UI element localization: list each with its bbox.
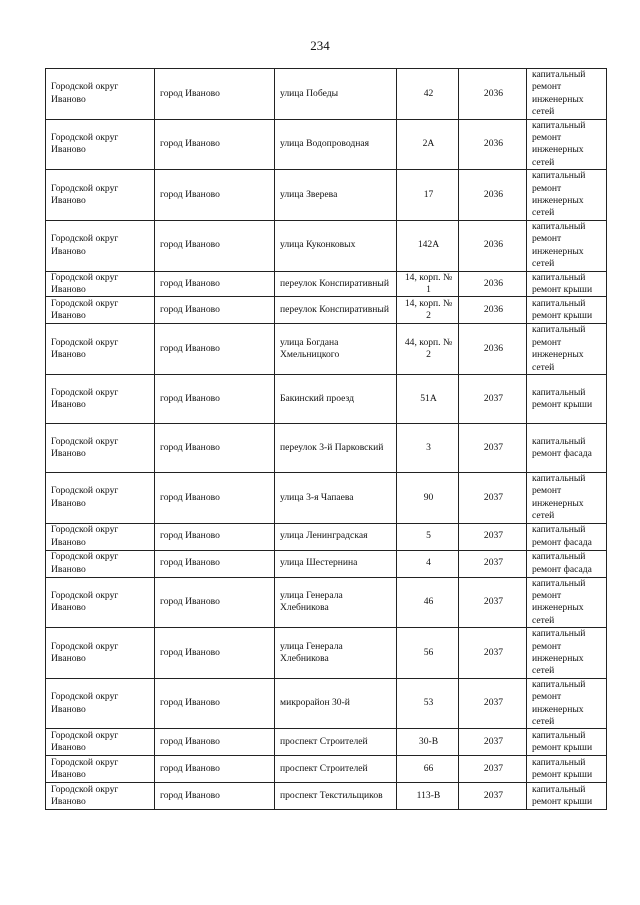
work-type-cell: капитальный ремонт инженерных сетей [527,628,607,679]
work-type-cell: капитальный ремонт крыши [527,729,607,756]
table-row [46,756,607,783]
work-type-cell: капитальный ремонт крыши [527,374,607,423]
street-cell: проспект Текстильщиков [275,783,397,810]
table-row [46,472,607,523]
district-cell: Городской округ Иваново [46,729,155,756]
year-cell: 2036 [459,170,527,221]
city-cell: город Иваново [155,271,275,297]
street-cell: улица Куконковых [275,220,397,271]
street-cell: улица Победы [275,69,397,120]
work-type-cell: капитальный ремонт инженерных сетей [527,69,607,120]
table-row [46,783,607,810]
street-cell: улица Водопроводная [275,119,397,170]
city-cell: город Иваново [155,678,275,729]
district-cell: Городской округ Иваново [46,170,155,221]
house-cell: 90 [397,472,459,523]
house-cell: 46 [397,577,459,628]
district-cell: Городской округ Иваново [46,783,155,810]
year-cell: 2036 [459,69,527,120]
house-cell: 142А [397,220,459,271]
table-row [46,678,607,729]
house-cell: 113-В [397,783,459,810]
work-type-cell: капитальный ремонт инженерных сетей [527,170,607,221]
table-row [46,523,607,550]
house-cell: 17 [397,170,459,221]
table-row [46,170,607,221]
city-cell: город Иваново [155,550,275,577]
house-cell: 5 [397,523,459,550]
city-cell: город Иваново [155,297,275,324]
table-row [46,220,607,271]
year-cell: 2036 [459,324,527,375]
table-row [46,628,607,679]
year-cell: 2037 [459,472,527,523]
house-cell: 66 [397,756,459,783]
year-cell: 2037 [459,577,527,628]
street-cell: проспект Строителей [275,756,397,783]
street-cell: улица Ленинградская [275,523,397,550]
page-number: 234 [310,38,330,53]
district-cell: Городской округ Иваново [46,374,155,423]
year-cell: 2037 [459,523,527,550]
year-cell: 2036 [459,119,527,170]
work-type-cell: капитальный ремонт инженерных сетей [527,220,607,271]
district-cell: Городской округ Иваново [46,297,155,324]
street-cell: улица Зверева [275,170,397,221]
city-cell: город Иваново [155,577,275,628]
table-row [46,729,607,756]
work-type-cell: капитальный ремонт фасада [527,523,607,550]
city-cell: город Иваново [155,220,275,271]
district-cell: Городской округ Иваново [46,678,155,729]
table-row [46,271,607,297]
year-cell: 2037 [459,729,527,756]
city-cell: город Иваново [155,523,275,550]
house-cell: 56 [397,628,459,679]
city-cell: город Иваново [155,324,275,375]
work-type-cell: капитальный ремонт крыши [527,756,607,783]
street-cell: улица Шестернина [275,550,397,577]
table-row [46,69,607,120]
work-type-cell: капитальный ремонт инженерных сетей [527,324,607,375]
district-cell: Городской округ Иваново [46,119,155,170]
house-cell: 44, корп. № 2 [397,324,459,375]
year-cell: 2037 [459,783,527,810]
work-type-cell: капитальный ремонт крыши [527,297,607,324]
district-cell: Городской округ Иваново [46,69,155,120]
district-cell: Городской округ Иваново [46,523,155,550]
city-cell: город Иваново [155,119,275,170]
house-cell: 51А [397,374,459,423]
house-cell: 30-В [397,729,459,756]
work-type-cell: капитальный ремонт крыши [527,783,607,810]
district-cell: Городской округ Иваново [46,472,155,523]
city-cell: город Иваново [155,472,275,523]
work-type-cell: капитальный ремонт крыши [527,271,607,297]
work-type-cell: капитальный ремонт инженерных сетей [527,472,607,523]
table-row [46,423,607,472]
street-cell: улица Богдана Хмельницкого [275,324,397,375]
house-cell: 4 [397,550,459,577]
year-cell: 2036 [459,220,527,271]
house-cell: 53 [397,678,459,729]
street-cell: улица 3-я Чапаева [275,472,397,523]
table-row [46,550,607,577]
work-type-cell: капитальный ремонт инженерных сетей [527,119,607,170]
city-cell: город Иваново [155,628,275,679]
table-row [46,374,607,423]
year-cell: 2037 [459,628,527,679]
street-cell: переулок Конспиративный [275,297,397,324]
district-cell: Городской округ Иваново [46,220,155,271]
year-cell: 2037 [459,374,527,423]
year-cell: 2036 [459,297,527,324]
register-table [45,68,607,810]
street-cell: улица Генерала Хлебникова [275,577,397,628]
district-cell: Городской округ Иваново [46,756,155,783]
city-cell: город Иваново [155,423,275,472]
year-cell: 2036 [459,271,527,297]
table-row [46,577,607,628]
street-cell: переулок 3-й Парковский [275,423,397,472]
work-type-cell: капитальный ремонт инженерных сетей [527,577,607,628]
district-cell: Городской округ Иваново [46,550,155,577]
street-cell: Бакинский проезд [275,374,397,423]
street-cell: улица Генерала Хлебникова [275,628,397,679]
work-type-cell: капитальный ремонт инженерных сетей [527,678,607,729]
district-cell: Городской округ Иваново [46,577,155,628]
street-cell: проспект Строителей [275,729,397,756]
street-cell: переулок Конспиративный [275,271,397,297]
year-cell: 2037 [459,423,527,472]
city-cell: город Иваново [155,783,275,810]
house-cell: 14, корп. № 2 [397,297,459,324]
year-cell: 2037 [459,550,527,577]
work-type-cell: капитальный ремонт фасада [527,550,607,577]
house-cell: 3 [397,423,459,472]
house-cell: 2А [397,119,459,170]
city-cell: город Иваново [155,729,275,756]
year-cell: 2037 [459,678,527,729]
district-cell: Городской округ Иваново [46,324,155,375]
house-cell: 14, корп. № 1 [397,271,459,297]
city-cell: город Иваново [155,69,275,120]
district-cell: Городской округ Иваново [46,628,155,679]
year-cell: 2037 [459,756,527,783]
table-row [46,324,607,375]
work-type-cell: капитальный ремонт фасада [527,423,607,472]
city-cell: город Иваново [155,170,275,221]
table-row [46,297,607,324]
house-cell: 42 [397,69,459,120]
street-cell: микрорайон 30-й [275,678,397,729]
table-row [46,119,607,170]
district-cell: Городской округ Иваново [46,423,155,472]
district-cell: Городской округ Иваново [46,271,155,297]
city-cell: город Иваново [155,374,275,423]
city-cell: город Иваново [155,756,275,783]
